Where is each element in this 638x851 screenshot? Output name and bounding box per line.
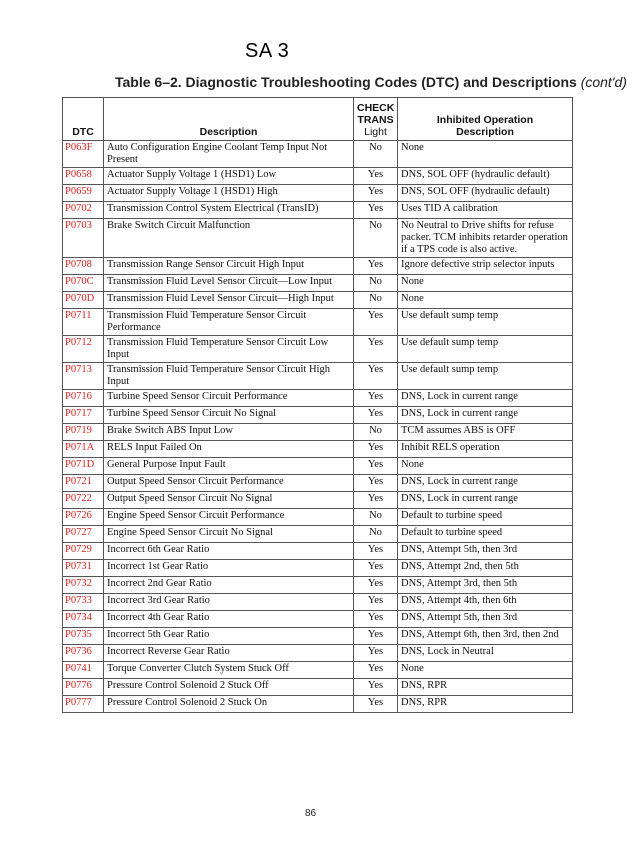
- dtc-code: P0711: [63, 309, 104, 336]
- dtc-description: Torque Converter Clutch System Stuck Off: [104, 662, 354, 679]
- dtc-description: Incorrect 4th Gear Ratio: [104, 611, 354, 628]
- header-light-line3: Light: [364, 126, 387, 138]
- inhibited-operation: None: [398, 292, 573, 309]
- inhibited-operation: DNS, Lock in Neutral: [398, 645, 573, 662]
- dtc-code: P0734: [63, 611, 104, 628]
- table-row: [63, 258, 573, 275]
- table-row: [63, 577, 573, 594]
- dtc-description: General Purpose Input Fault: [104, 458, 354, 475]
- inhibited-operation: DNS, Attempt 5th, then 3rd: [398, 611, 573, 628]
- inhibited-operation: DNS, RPR: [398, 679, 573, 696]
- inhibited-operation: Use default sump temp: [398, 309, 573, 336]
- check-trans-light: Yes: [354, 662, 398, 679]
- dtc-code: P0727: [63, 526, 104, 543]
- dtc-code: P0719: [63, 424, 104, 441]
- table-row: [63, 679, 573, 696]
- dtc-code: P0735: [63, 628, 104, 645]
- table-row: [63, 407, 573, 424]
- check-trans-light: Yes: [354, 492, 398, 509]
- inhibited-operation: Uses TID A calibration: [398, 202, 573, 219]
- table-row: [63, 492, 573, 509]
- table-title-suffix: (cont'd): [580, 74, 627, 90]
- dtc-description: Incorrect 1st Gear Ratio: [104, 560, 354, 577]
- check-trans-light: Yes: [354, 611, 398, 628]
- table-row: [63, 219, 573, 258]
- dtc-description: Incorrect 2nd Gear Ratio: [104, 577, 354, 594]
- check-trans-light: Yes: [354, 336, 398, 363]
- inhibited-operation: DNS, Lock in current range: [398, 390, 573, 407]
- table-row: [63, 185, 573, 202]
- table-row: [63, 696, 573, 713]
- inhibited-operation: None: [398, 662, 573, 679]
- inhibited-operation: DNS, Attempt 5th, then 3rd: [398, 543, 573, 560]
- dtc-description: Transmission Range Sensor Circuit High Input: [104, 258, 354, 275]
- header-inhibited-operation: [398, 98, 573, 141]
- table-title-text: Table 6–2. Diagnostic Troubleshooting Codes (DTC) and Descriptions: [115, 74, 577, 90]
- dtc-description: Incorrect 6th Gear Ratio: [104, 543, 354, 560]
- check-trans-light: Yes: [354, 390, 398, 407]
- dtc-code: P0702: [63, 202, 104, 219]
- dtc-code: P0741: [63, 662, 104, 679]
- dtc-description: Brake Switch ABS Input Low: [104, 424, 354, 441]
- dtc-code: P0658: [63, 168, 104, 185]
- inhibited-operation: None: [398, 458, 573, 475]
- inhibited-operation: Inhibit RELS operation: [398, 441, 573, 458]
- header-description: Description: [104, 98, 354, 141]
- table-row: [63, 168, 573, 185]
- check-trans-light: Yes: [354, 696, 398, 713]
- dtc-description: Transmission Control System Electrical (TransID): [104, 202, 354, 219]
- table-row: [63, 526, 573, 543]
- dtc-description: Pressure Control Solenoid 2 Stuck On: [104, 696, 354, 713]
- header-light-line2: TRANS: [357, 114, 394, 126]
- dtc-code: P0732: [63, 577, 104, 594]
- check-trans-light: Yes: [354, 475, 398, 492]
- check-trans-light: No: [354, 219, 398, 258]
- inhibited-operation: DNS, Attempt 4th, then 6th: [398, 594, 573, 611]
- table-row: [63, 509, 573, 526]
- dtc-code: P070C: [63, 275, 104, 292]
- dtc-code: P0721: [63, 475, 104, 492]
- dtc-code: P071D: [63, 458, 104, 475]
- inhibited-operation: DNS, Attempt 6th, then 3rd, then 2nd: [398, 628, 573, 645]
- table-row: [63, 390, 573, 407]
- dtc-code: P0713: [63, 363, 104, 390]
- check-trans-light: Yes: [354, 560, 398, 577]
- header-check-trans-light: [354, 98, 398, 141]
- dtc-description: Transmission Fluid Level Sensor Circuit—High Input: [104, 292, 354, 309]
- dtc-description: Turbine Speed Sensor Circuit No Signal: [104, 407, 354, 424]
- check-trans-light: Yes: [354, 594, 398, 611]
- check-trans-light: No: [354, 141, 398, 168]
- dtc-code: P0777: [63, 696, 104, 713]
- inhibited-operation: None: [398, 275, 573, 292]
- check-trans-light: Yes: [354, 628, 398, 645]
- table-title: [115, 74, 627, 90]
- table-header-row: [63, 98, 573, 141]
- inhibited-operation: Default to turbine speed: [398, 509, 573, 526]
- dtc-description: Transmission Fluid Temperature Sensor Circuit High Input: [104, 363, 354, 390]
- dtc-code: P0729: [63, 543, 104, 560]
- inhibited-operation: Use default sump temp: [398, 336, 573, 363]
- dtc-description: Incorrect 5th Gear Ratio: [104, 628, 354, 645]
- inhibited-operation: Default to turbine speed: [398, 526, 573, 543]
- dtc-description: Auto Configuration Engine Coolant Temp Input Not Present: [104, 141, 354, 168]
- dtc-description: Transmission Fluid Temperature Sensor Circuit Low Input: [104, 336, 354, 363]
- dtc-description: Incorrect Reverse Gear Ratio: [104, 645, 354, 662]
- check-trans-light: Yes: [354, 258, 398, 275]
- dtc-code: P070D: [63, 292, 104, 309]
- dtc-description: Actuator Supply Voltage 1 (HSD1) High: [104, 185, 354, 202]
- table-row: [63, 560, 573, 577]
- table-row: [63, 275, 573, 292]
- inhibited-operation: DNS, Attempt 3rd, then 5th: [398, 577, 573, 594]
- inhibited-operation: DNS, SOL OFF (hydraulic default): [398, 185, 573, 202]
- dtc-code: P0659: [63, 185, 104, 202]
- dtc-description: Engine Speed Sensor Circuit Performance: [104, 509, 354, 526]
- inhibited-operation: Ignore defective strip selector inputs: [398, 258, 573, 275]
- table-row: [63, 141, 573, 168]
- inhibited-operation: DNS, Lock in current range: [398, 407, 573, 424]
- dtc-table: [62, 97, 573, 713]
- dtc-code: P071A: [63, 441, 104, 458]
- check-trans-light: Yes: [354, 407, 398, 424]
- section-label: SA 3: [245, 40, 290, 62]
- table-row: [63, 475, 573, 492]
- dtc-code: P0776: [63, 679, 104, 696]
- check-trans-light: Yes: [354, 577, 398, 594]
- dtc-description: Transmission Fluid Level Sensor Circuit—Low Input: [104, 275, 354, 292]
- table-row: [63, 336, 573, 363]
- dtc-code: P0726: [63, 509, 104, 526]
- dtc-code: P0722: [63, 492, 104, 509]
- inhibited-operation: No Neutral to Drive shifts for refuse packer. TCM inhibits retarder operation if a TPS code is also active.: [398, 219, 573, 258]
- table-row: [63, 594, 573, 611]
- table-row: [63, 202, 573, 219]
- dtc-code: P0716: [63, 390, 104, 407]
- dtc-description: Turbine Speed Sensor Circuit Performance: [104, 390, 354, 407]
- table-row: [63, 363, 573, 390]
- table-row: [63, 292, 573, 309]
- dtc-description: Incorrect 3rd Gear Ratio: [104, 594, 354, 611]
- inhibited-operation: DNS, Lock in current range: [398, 492, 573, 509]
- check-trans-light: Yes: [354, 679, 398, 696]
- header-inhibited-line2: Description: [456, 126, 514, 138]
- dtc-description: Actuator Supply Voltage 1 (HSD1) Low: [104, 168, 354, 185]
- dtc-code: P0736: [63, 645, 104, 662]
- inhibited-operation: Use default sump temp: [398, 363, 573, 390]
- dtc-description: Output Speed Sensor Circuit Performance: [104, 475, 354, 492]
- inhibited-operation: DNS, SOL OFF (hydraulic default): [398, 168, 573, 185]
- table-row: [63, 628, 573, 645]
- table-row: [63, 611, 573, 628]
- inhibited-operation: DNS, Lock in current range: [398, 475, 573, 492]
- dtc-code: P063F: [63, 141, 104, 168]
- check-trans-light: Yes: [354, 458, 398, 475]
- check-trans-light: No: [354, 509, 398, 526]
- dtc-code: P0731: [63, 560, 104, 577]
- dtc-description: Pressure Control Solenoid 2 Stuck Off: [104, 679, 354, 696]
- table-row: [63, 441, 573, 458]
- check-trans-light: Yes: [354, 441, 398, 458]
- table-row: [63, 309, 573, 336]
- check-trans-light: No: [354, 275, 398, 292]
- header-light-line1: CHECK: [357, 102, 395, 114]
- check-trans-light: Yes: [354, 185, 398, 202]
- check-trans-light: Yes: [354, 202, 398, 219]
- table-row: [63, 662, 573, 679]
- check-trans-light: Yes: [354, 363, 398, 390]
- inhibited-operation: None: [398, 141, 573, 168]
- dtc-code: P0703: [63, 219, 104, 258]
- check-trans-light: No: [354, 292, 398, 309]
- dtc-code: P0708: [63, 258, 104, 275]
- check-trans-light: Yes: [354, 645, 398, 662]
- dtc-code: P0712: [63, 336, 104, 363]
- dtc-description: Brake Switch Circuit Malfunction: [104, 219, 354, 258]
- check-trans-light: No: [354, 526, 398, 543]
- table-row: [63, 645, 573, 662]
- inhibited-operation: DNS, RPR: [398, 696, 573, 713]
- dtc-description: RELS Input Failed On: [104, 441, 354, 458]
- inhibited-operation: DNS, Attempt 2nd, then 5th: [398, 560, 573, 577]
- check-trans-light: Yes: [354, 309, 398, 336]
- dtc-description: Engine Speed Sensor Circuit No Signal: [104, 526, 354, 543]
- header-dtc: DTC: [63, 98, 104, 141]
- check-trans-light: Yes: [354, 168, 398, 185]
- dtc-description: Output Speed Sensor Circuit No Signal: [104, 492, 354, 509]
- check-trans-light: Yes: [354, 543, 398, 560]
- table-row: [63, 424, 573, 441]
- dtc-code: P0733: [63, 594, 104, 611]
- page-number: 86: [305, 808, 317, 819]
- header-inhibited-line1: Inhibited Operation: [436, 114, 534, 126]
- check-trans-light: No: [354, 424, 398, 441]
- table-row: [63, 458, 573, 475]
- table-body: [63, 141, 573, 713]
- dtc-description: Transmission Fluid Temperature Sensor Circuit Performance: [104, 309, 354, 336]
- dtc-code: P0717: [63, 407, 104, 424]
- inhibited-operation: TCM assumes ABS is OFF: [398, 424, 573, 441]
- table-row: [63, 543, 573, 560]
